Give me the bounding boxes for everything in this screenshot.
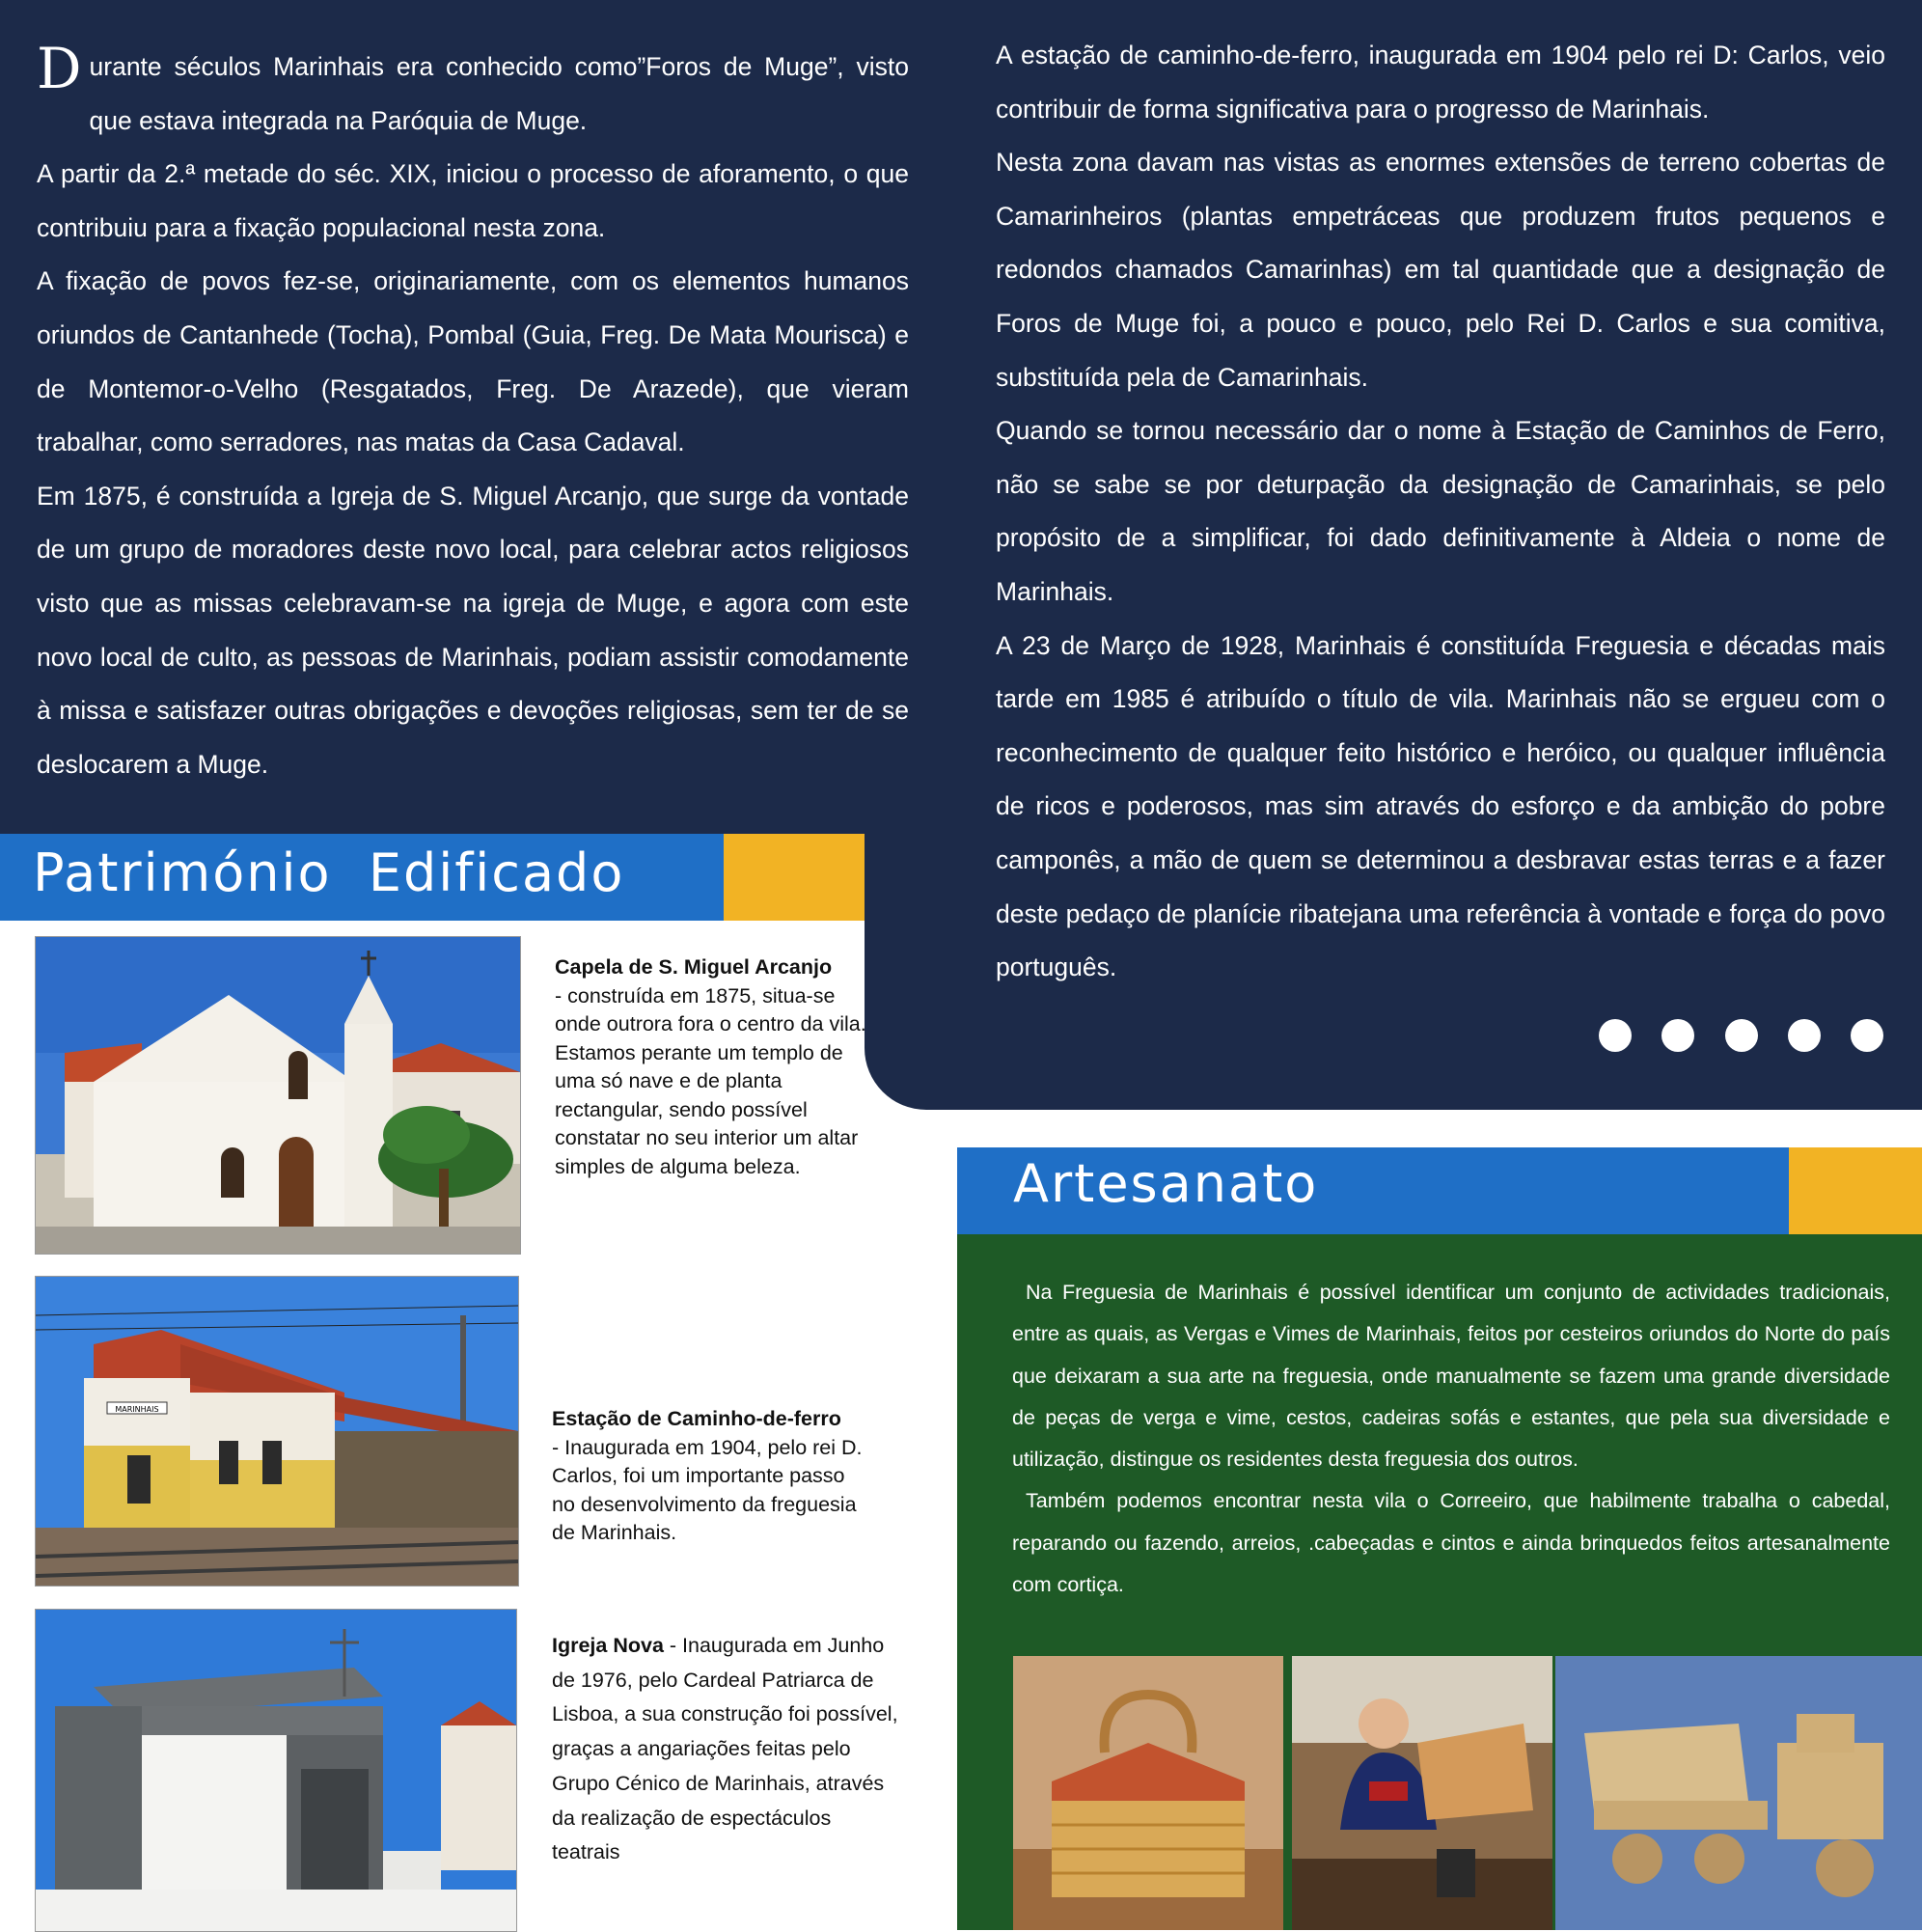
left-paragraph-3: A fixação de povos fez-se, originariamente, com os elementos humanos oriundos de Cantanhede (Tocha), Pombal (Guia, Freg. De Mata Mourisca) e de Montemor-o-Velho (Resgatados, Freg. De Arazede), que vieram trabalhar, como serradores, nas matas da Casa Cadaval.	[37, 266, 909, 457]
dropcap: D	[37, 36, 82, 101]
left-paragraph-4: Em 1875, é construída a Igreja de S. Miguel Arcanjo, que surge da vontade de um grupo de moradores deste novo local, para celebrar actos religiosos visto que as missas celebravam-se na igreja de Muge, e agora com este novo local de culto, as pessoas de Marinhais, podiam assistir comodamente à missa e satisfazer outras obrigações e devoções religiosas, sem ter de se deslocarem a Muge.	[37, 481, 909, 779]
craftsman-photo	[1292, 1656, 1552, 1930]
igreja-nova-caption	[552, 1629, 899, 1870]
igreja-nova-text: - Inaugurada em Junho de 1976, pelo Cardeal Patriarca de Lisboa, a sua construção foi possível, graças a angariações feitas pelo Grupo Cénico de Marinhais, através da realização de espectáculos teatrais	[552, 1634, 898, 1864]
right-paragraph-1: A estação de caminho-de-ferro, inaugurada em 1904 pelo rei D: Carlos, veio contribuir de forma significativa para o progresso de Marinhais.	[996, 41, 1885, 124]
cork-truck-photo	[1555, 1656, 1922, 1930]
igreja-nova-photo	[35, 1609, 517, 1932]
artesanato-paragraph-1: Na Freguesia de Marinhais é possível identificar um conjunto de actividades tradicionais, entre as quais, as Vergas e Vimes de Marinhais, feitos por cesteiros oriundos do Norte do país que deixaram a sua arte na freguesia, onde manualmente se fazem uma grande diversidade de peças de verga e vime, cestos, cadeiras sofás e estantes, que pela sua diversidade e utilização, distingue os residentes desta freguesia dos outros.	[1012, 1281, 1890, 1472]
right-paragraph-2: Nesta zona davam nas vistas as enormes extensões de terreno cobertas de Camarinheiros (plantas empetráceas que produzem frutos pequenos e redondos chamados Camarinhas) em tal quantidade que a designação de Foros de Muge foi, a pouco e pouco, pelo Rei D. Carlos e sua comitiva, substituída pela de Camarinhais.	[996, 148, 1885, 392]
patrimonio-header-accent	[724, 834, 865, 921]
decorative-dot	[1599, 1019, 1632, 1052]
estacao-caption	[552, 1405, 870, 1548]
decorative-dot	[1788, 1019, 1821, 1052]
right-paragraph-4: A 23 de Março de 1928, Marinhais é constituída Freguesia e décadas mais tarde em 1985 é atribuído o título de vila. Marinhais não se ergueu com o reconhecimento de qualquer feito histórico e heróico, ou qualquer influência de ricos e poderosos, mas sim através do esforço e da ambição do pobre camponês, a mão de quem se determinou a desbravar estas terras e a fazer deste pedaço de planície ribatejana uma referência à vontade e força do povo português.	[996, 630, 1885, 982]
station-sign-text: MARINHAIS	[115, 1405, 159, 1414]
basket-photo	[1013, 1656, 1283, 1930]
artesanato-text	[1012, 1272, 1890, 1606]
estacao-name: Estação de Caminho-de-ferro	[552, 1407, 841, 1430]
igreja-nova-name: Igreja Nova	[552, 1634, 664, 1657]
capela-name: Capela de S. Miguel Arcanjo	[555, 955, 833, 979]
decorative-dot	[1725, 1019, 1758, 1052]
artesanato-title: Artesanato	[1013, 1153, 1319, 1214]
patrimonio-title: Património Edificado	[33, 842, 625, 903]
estacao-photo	[35, 1276, 519, 1587]
right-paragraph-3: Quando se tornou necessário dar o nome à Estação de Caminhos de Ferro, não se sabe se por deturpação da designação de Camarinhais, se pelo propósito de a simplificar, foi dado definitivamente à Aldeia o nome de Marinhais.	[996, 416, 1885, 606]
artesanato-header-accent	[1789, 1147, 1922, 1234]
capela-caption	[555, 953, 873, 1181]
capela-text: - construída em 1875, situa-se onde outrora fora o centro da vila. Estamos perante um templo de uma só nave e de planta rectangular, sendo possível constatar no seu interior um altar simples de alguma beleza.	[555, 983, 866, 1178]
right-intro-text	[996, 29, 1885, 995]
left-paragraph-2: A partir da 2.ª metade do séc. XIX, iniciou o processo de aforamento, o que contribuiu para a fixação populacional nesta zona.	[37, 159, 909, 242]
decorative-dot	[1851, 1019, 1883, 1052]
estacao-text: - Inaugurada em 1904, pelo rei D. Carlos, foi um importante passo no desenvolvimento da freguesia de Marinhais.	[552, 1435, 863, 1544]
capela-photo	[35, 936, 521, 1255]
artesanato-paragraph-2: Também podemos encontrar nesta vila o Correeiro, que habilmente trabalha o cabedal, reparando ou fazendo, arreios, .cabeçadas e cintos e ainda brinquedos feitos artesanalmente com cortiça.	[1012, 1489, 1890, 1597]
decorative-dot	[1661, 1019, 1694, 1052]
left-paragraph-1: urante séculos Marinhais era conhecido como”Foros de Muge”, visto que estava integrada na Paróquia de Muge.	[89, 52, 909, 135]
left-intro-text	[37, 36, 909, 791]
